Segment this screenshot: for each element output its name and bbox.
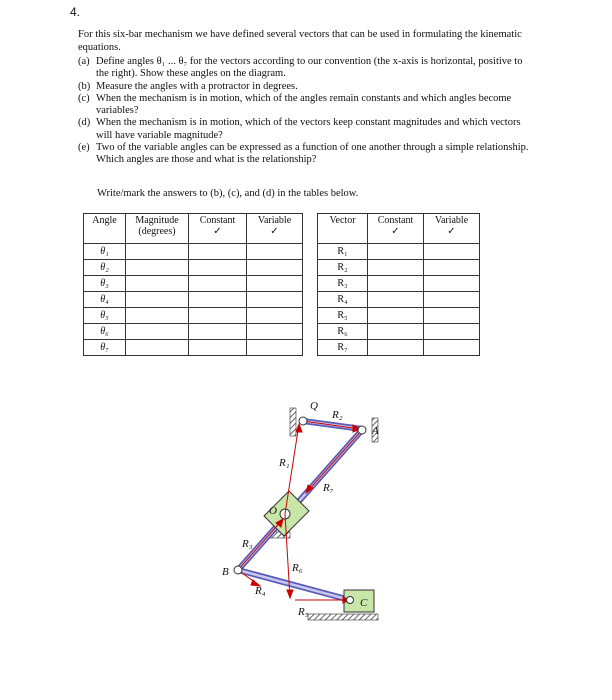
vector-cell: R₁ — [318, 244, 368, 260]
ground-q — [290, 408, 296, 436]
question-label: (e) — [78, 142, 90, 154]
angle-cell: θ₂ — [84, 260, 126, 276]
vector-cell: R₆ — [318, 324, 368, 340]
table-instruction: Write/mark the answers to (b), (c), and (d) in the tables below. — [97, 188, 359, 199]
pivot-q — [299, 417, 307, 425]
vector-header: Vector — [318, 214, 368, 244]
question-text: When the mechanism is in motion, which of the vectors keep constant magnitudes and which vectors will have variable magnitude? — [96, 117, 521, 141]
label-q: Q — [310, 400, 318, 412]
angle-cell: θ₄ — [84, 292, 126, 308]
constant-header-label: Constant — [377, 215, 414, 226]
angle-header: Angle — [84, 214, 126, 244]
check-mark: ✓ — [391, 226, 400, 237]
question-label: (b) — [78, 80, 91, 92]
question-text: Measure the angles with a protractor in degrees. — [96, 80, 298, 92]
vector-r7 — [306, 430, 362, 493]
question-label: (a) — [78, 56, 90, 67]
angle-cell: θ₇ — [84, 340, 126, 356]
label-b: B — [222, 566, 229, 578]
label-a: A — [372, 425, 379, 437]
ground-slider — [308, 614, 378, 620]
variable-header-label: Variable — [257, 215, 292, 226]
label-r1: R₁ — [279, 457, 290, 469]
pivot-c — [347, 597, 354, 604]
question-label: (d) — [78, 117, 91, 129]
problem-number: 4. — [70, 5, 81, 19]
question-text: Define angles θ₁ ... θ₇ for the vectors according to our convention (the x-axis is horizontal, positive to the right). Show these angles on the diagram. — [96, 56, 523, 80]
label-c: C — [360, 597, 368, 609]
question-label: (c) — [78, 92, 90, 104]
magnitude-header-label: Magnitude — [135, 215, 179, 226]
check-mark: ✓ — [447, 226, 456, 237]
variable-header-label: Variable — [434, 215, 469, 226]
vector-cell: R₅ — [318, 308, 368, 324]
check-mark: ✓ — [270, 226, 279, 237]
problem-intro: For this six-bar mechanism we have defined several vectors that can be used in formulating the kinematic equations. — [78, 29, 522, 53]
check-mark: ✓ — [213, 226, 222, 237]
question-text: When the mechanism is in motion, which of the angles remain constants and which angles become variables? — [96, 92, 512, 117]
label-r3: R₃ — [242, 538, 253, 550]
angle-cell: θ₁ — [84, 244, 126, 260]
vector-cell: R₂ — [318, 260, 368, 276]
angle-cell: θ₅ — [84, 308, 126, 324]
label-r6: R₆ — [292, 562, 303, 574]
angle-cell: θ₃ — [84, 276, 126, 292]
label-r7: R₇ — [323, 482, 334, 494]
vector-cell: R₄ — [318, 292, 368, 308]
question-text: Two of the variable angles can be expressed as a function of one another through a simple relationship. Which angles are those and what is the relationship? — [96, 142, 529, 166]
vector-cell: R₃ — [318, 276, 368, 292]
label-o: O — [269, 505, 277, 517]
pivot-a — [358, 426, 366, 434]
magnitude-header-unit: (degrees) — [138, 226, 176, 237]
label-r5: R₅ — [298, 606, 309, 618]
label-r2: R₂ — [332, 409, 343, 421]
pivot-b — [234, 566, 242, 574]
angle-cell: θ₆ — [84, 324, 126, 340]
vector-cell: R₇ — [318, 340, 368, 356]
constant-header-label: Constant — [199, 215, 236, 226]
label-r4: R₄ — [255, 585, 266, 597]
